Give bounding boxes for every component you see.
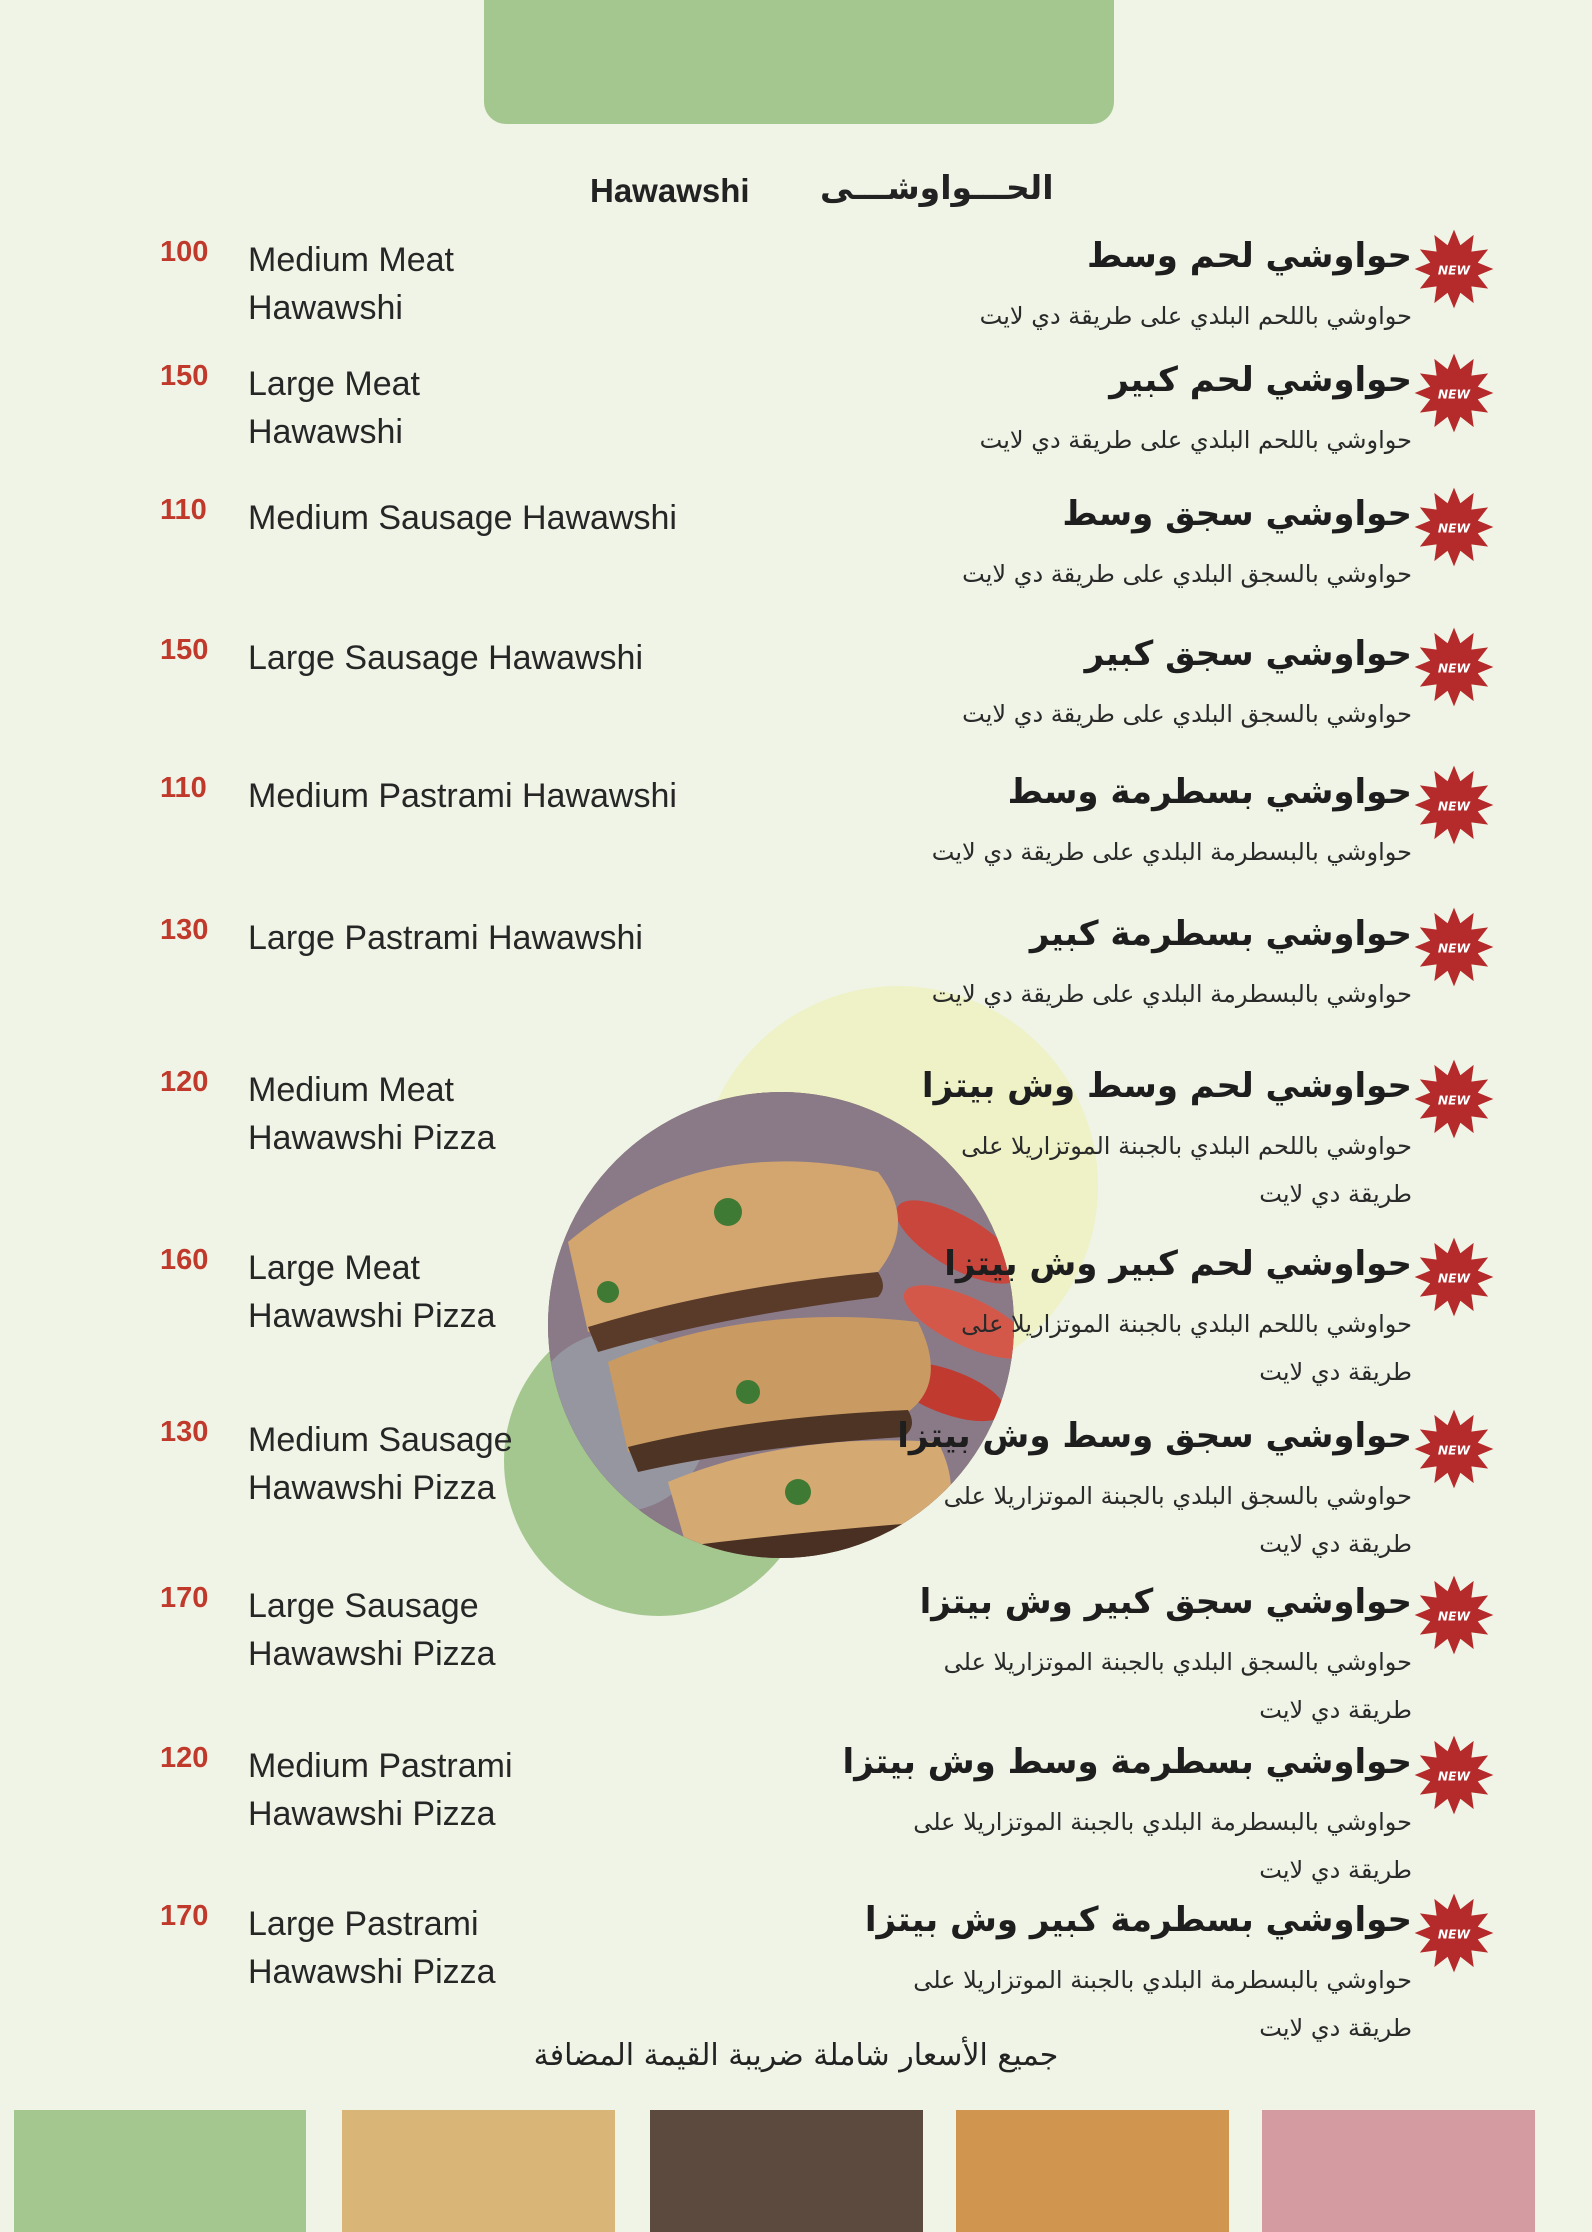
item-name-ar: حواوشي سجق وسط [1062, 494, 1412, 534]
item-name-ar: حواوشي بسطرمة وسط وش بيتزا [842, 1742, 1412, 1782]
new-badge-label: NEW [1437, 1609, 1471, 1624]
item-name-en: Large Pastrami Hawawshi [248, 919, 643, 957]
item-name-en: Medium Meat Hawawshi Pizza [248, 1071, 496, 1157]
item-name-ar: حواوشي سجق كبير وش بيتزا [919, 1582, 1412, 1622]
item-name-en: Large Pastrami Hawawshi Pizza [248, 1905, 496, 1991]
item-price: 130 [160, 914, 209, 946]
color-swatch [650, 2110, 923, 2232]
new-badge-label: NEW [1437, 387, 1471, 402]
item-price: 110 [160, 494, 207, 526]
new-badge-label: NEW [1437, 799, 1471, 814]
new-badge-icon [1413, 228, 1495, 310]
header-tab [484, 0, 1114, 124]
item-desc-ar: حواوشي بالبسطرمة البلدي بالجبنة الموتزاريلا على طريقة دي لايت [913, 1808, 1412, 1884]
item-name-en: Large Meat Hawawshi Pizza [248, 1249, 496, 1335]
item-name-ar: حواوشي لحم كبير [1109, 360, 1412, 400]
new-badge-icon [1413, 626, 1495, 708]
item-price: 100 [160, 236, 209, 268]
item-price: 110 [160, 772, 207, 804]
item-price: 120 [160, 1066, 209, 1098]
item-name-en: Medium Pastrami Hawawshi Pizza [248, 1747, 513, 1833]
new-badge-label: NEW [1437, 1271, 1471, 1286]
item-price: 150 [160, 634, 209, 666]
new-badge-label: NEW [1437, 1443, 1471, 1458]
item-name-en: Medium Pastrami Hawawshi [248, 777, 677, 815]
item-desc-ar: حواوشي باللحم البلدي بالجبنة الموتزاريلا على طريقة دي لايت [961, 1132, 1412, 1208]
item-desc-ar: حواوشي بالسجق البلدي على طريقة دي لايت [962, 560, 1412, 588]
item-desc-ar: حواوشي بالبسطرمة البلدي على طريقة دي لايت [931, 838, 1412, 866]
section-title-ar: الحـــواوشـــى [820, 168, 1054, 207]
item-desc-ar: حواوشي بالبسطرمة البلدي بالجبنة الموتزاريلا على طريقة دي لايت [913, 1966, 1412, 2042]
new-badge-label: NEW [1437, 521, 1471, 536]
item-price: 130 [160, 1416, 209, 1448]
new-badge-icon [1413, 764, 1495, 846]
item-name-en: Large Sausage Hawawshi Pizza [248, 1587, 496, 1673]
item-name-ar: حواوشي بسطرمة كبير [1029, 914, 1412, 954]
color-swatch [956, 2110, 1229, 2232]
item-price: 120 [160, 1742, 209, 1774]
new-badge-icon [1413, 352, 1495, 434]
item-name-ar: حواوشي لحم وسط [1086, 236, 1412, 276]
new-badge-icon [1413, 1574, 1495, 1656]
item-name-en: Medium Sausage Hawawshi Pizza [248, 1421, 513, 1507]
item-name-ar: حواوشي سجق وسط وش بيتزا [897, 1416, 1412, 1456]
vat-note: جميع الأسعار شاملة ضريبة القيمة المضافة [533, 2038, 1059, 2073]
item-desc-ar: حواوشي باللحم البلدي على طريقة دي لايت [979, 302, 1412, 330]
item-desc-ar: حواوشي باللحم البلدي على طريقة دي لايت [979, 426, 1412, 454]
new-badge-icon [1413, 1892, 1495, 1974]
item-name-en: Medium Meat Hawawshi [248, 241, 454, 327]
new-badge-label: NEW [1437, 661, 1471, 676]
new-badge-label: NEW [1437, 1927, 1471, 1942]
new-badge-label: NEW [1437, 941, 1471, 956]
item-name-ar: حواوشي سجق كبير [1084, 634, 1412, 674]
new-badge-icon [1413, 1408, 1495, 1490]
new-badge-icon [1413, 906, 1495, 988]
item-name-ar: حواوشي بسطرمة وسط [1007, 772, 1412, 812]
item-desc-ar: حواوشي بالسجق البلدي بالجبنة الموتزاريلا على طريقة دي لايت [943, 1648, 1412, 1724]
new-badge-icon [1413, 1734, 1495, 1816]
item-desc-ar: حواوشي بالبسطرمة البلدي على طريقة دي لايت [931, 980, 1412, 1008]
item-name-en: Medium Sausage Hawawshi [248, 499, 677, 537]
item-desc-ar: حواوشي بالسجق البلدي بالجبنة الموتزاريلا على طريقة دي لايت [943, 1482, 1412, 1558]
new-badge-label: NEW [1437, 1769, 1471, 1784]
item-name-ar: حواوشي لحم وسط وش بيتزا [921, 1066, 1412, 1106]
new-badge-label: NEW [1437, 1093, 1471, 1108]
new-badge-icon [1413, 1058, 1495, 1140]
item-name-ar: حواوشي بسطرمة كبير وش بيتزا [864, 1900, 1412, 1940]
item-name-en: Large Meat Hawawshi [248, 365, 420, 451]
new-badge-label: NEW [1437, 263, 1471, 278]
item-price: 160 [160, 1244, 209, 1276]
color-swatch [1262, 2110, 1535, 2232]
item-name-ar: حواوشي لحم كبير وش بيتزا [944, 1244, 1412, 1284]
color-swatch [14, 2110, 306, 2232]
item-price: 150 [160, 360, 209, 392]
new-badge-icon [1413, 486, 1495, 568]
item-name-en: Large Sausage Hawawshi [248, 639, 644, 677]
item-desc-ar: حواوشي بالسجق البلدي على طريقة دي لايت [962, 700, 1412, 728]
section-title-en: Hawawshi [590, 172, 750, 209]
new-badge-icon [1413, 1236, 1495, 1318]
color-swatch [342, 2110, 615, 2232]
item-desc-ar: حواوشي باللحم البلدي بالجبنة الموتزاريلا على طريقة دي لايت [961, 1310, 1412, 1386]
item-price: 170 [160, 1900, 209, 1932]
item-price: 170 [160, 1582, 209, 1614]
